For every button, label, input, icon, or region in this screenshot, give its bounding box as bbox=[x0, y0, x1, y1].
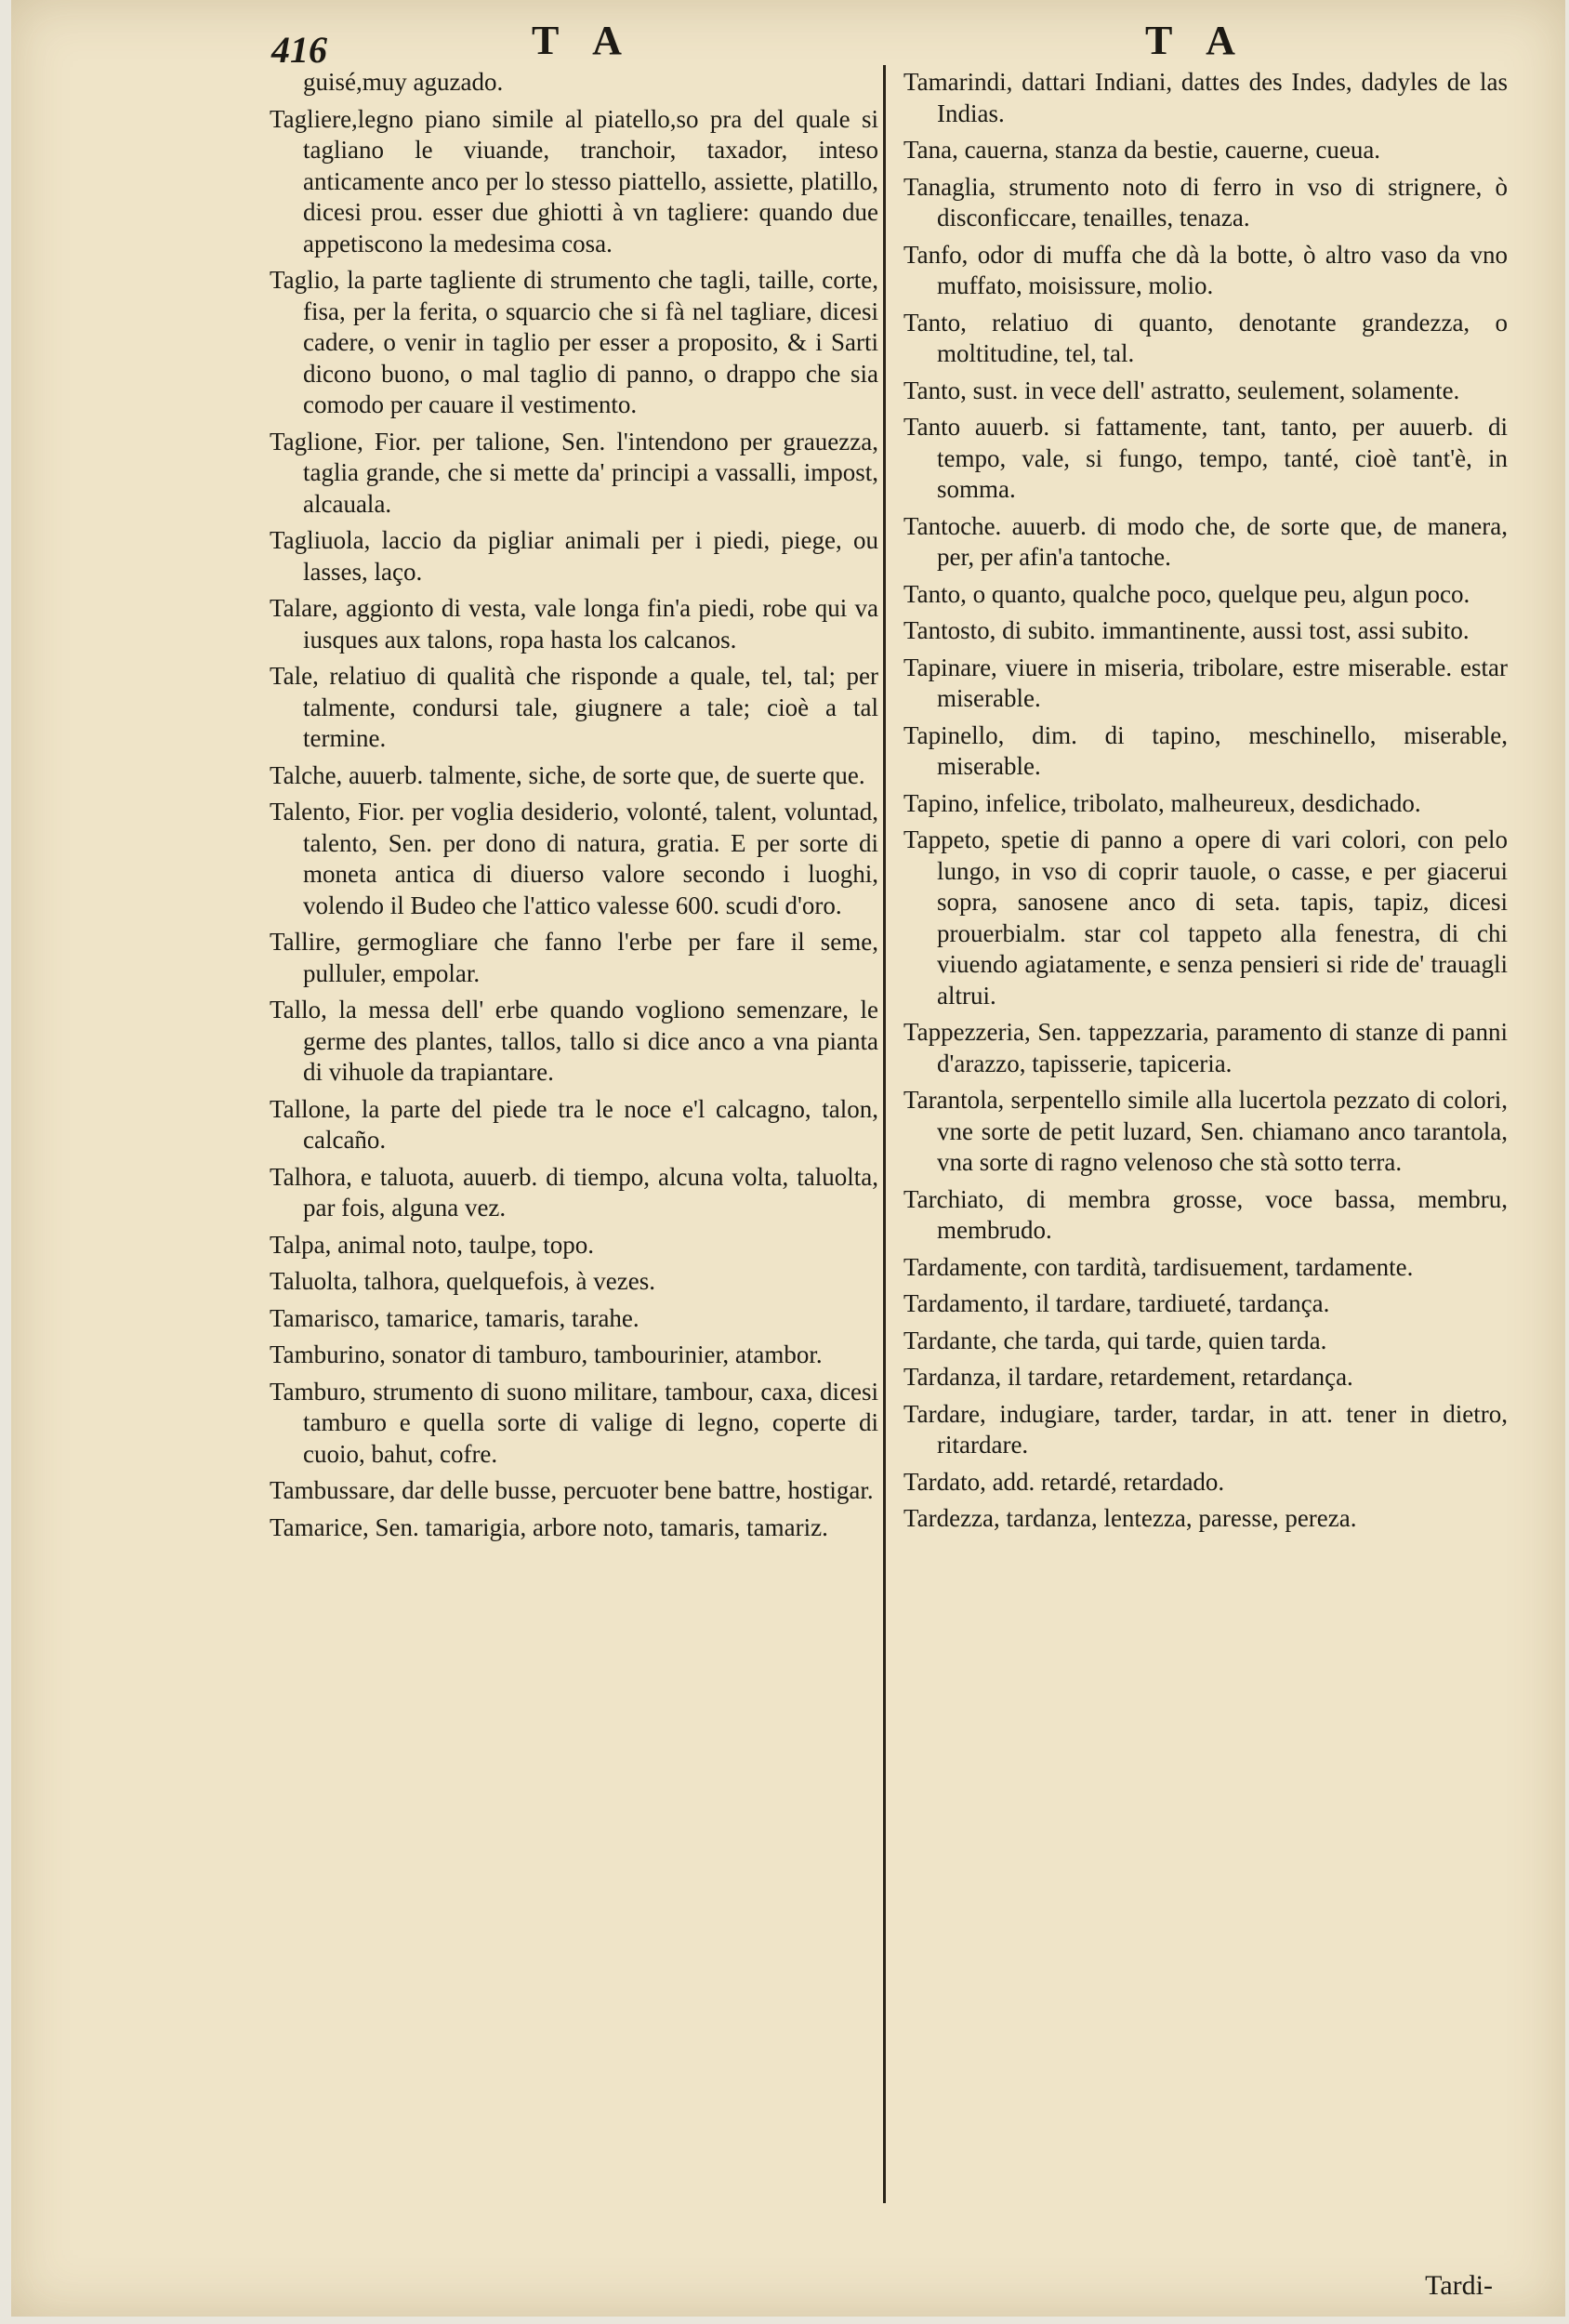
dictionary-entry: Tanto, sust. in vece dell' astratto, seulement, solamente. bbox=[903, 376, 1460, 404]
dictionary-entry: Tallone, la parte del piede tra le noce e'l calcagno, talon, calcaño. bbox=[270, 1094, 878, 1154]
dictionary-entry: Tanaglia, strumento noto di ferro in vso di strignere, ò disconficcare, tenailles, tenaza. bbox=[903, 172, 1508, 231]
dictionary-entry: Tarantola, serpentello simile alla lucertola pezzato di colori, vne sorte de petit luzard, Sen. chiamano anco tarantola, vna sorte di ragno velenoso che stà sotto terra. bbox=[903, 1086, 1508, 1176]
dictionary-entry: Tambussare, dar delle busse, percuoter bene battre, hostigar. bbox=[270, 1476, 874, 1504]
dictionary-entry: Taglione, Fior. per talione, Sen. l'intendono per grauezza, taglia grande, che si mette da' principi a vassalli, impost, alcauala. bbox=[270, 427, 878, 518]
dictionary-entry: Tana, cauerna, stanza da bestie, cauerne, cueua. bbox=[903, 136, 1381, 164]
dictionary-entry: Tallo, la messa dell' erbe quando vogliono semenzare, le germe des plantes, tallos, tallo si dice anco a vna pianta di vihuole da trapiantare. bbox=[270, 996, 878, 1086]
dictionary-entry: Tamburo, strumento di suono militare, tambour, caxa, dicesi tamburo e quella sorte di valige di legno, coperte di cuoio, bahut, cofre. bbox=[270, 1377, 878, 1468]
right-running-head: T A bbox=[1145, 18, 1248, 63]
dictionary-entry: Tantoche. auuerb. di modo che, de sorte que, de manera, per, per afin'a tantoche. bbox=[903, 511, 1508, 571]
dictionary-entry: Taluolta, talhora, quelquefois, à vezes. bbox=[270, 1267, 655, 1295]
dictionary-entry: Tapino, infelice, tribolato, malheureux, desdichado. bbox=[903, 788, 1421, 817]
dictionary-entry: Tamarice, Sen. tamarigia, arbore noto, tamaris, tamariz. bbox=[270, 1512, 828, 1541]
dictionary-entry: Tardante, che tarda, qui tarde, quien tarda. bbox=[903, 1326, 1327, 1354]
dictionary-entry: Tallire, germogliare che fanno l'erbe per fare il seme, pulluler, empolar. bbox=[270, 928, 878, 987]
dictionary-entry: Taglio, la parte tagliente di strumento che tagli, taille, corte, fisa, per la ferita, o squarcio che si fà nel tagliare, dicesi cadere, o venir in taglio per esser a proposito, & i Sarti dicono buono, o mal taglio di panno, o drappo che sia comodo per cauare il vestimento. bbox=[270, 266, 878, 418]
dictionary-entry: Tardare, indugiare, tarder, tardar, in att. tener in dietro, ritardare. bbox=[903, 1399, 1508, 1459]
dictionary-entry: Tamarindi, dattari Indiani, dattes des Indes, dadyles de las Indias. bbox=[903, 68, 1508, 127]
dictionary-entry: Tarchiato, di membra grosse, voce bassa, membru, membrudo. bbox=[903, 1184, 1508, 1244]
column-divider bbox=[883, 65, 886, 2203]
dictionary-entry: Talare, aggionto di vesta, vale longa fin'a piedi, robe qui va iusques aux talons, ropa hasta los calcanos. bbox=[270, 594, 878, 654]
dictionary-entry: Tagliuola, laccio da pigliar animali per i piedi, piege, ou lasses, laço. bbox=[270, 526, 878, 586]
dictionary-entry: Tardanza, il tardare, retardement, retardança. bbox=[903, 1363, 1353, 1391]
dictionary-entry: Tamarisco, tamarice, tamaris, tarahe. bbox=[270, 1303, 639, 1332]
page-number: 416 bbox=[271, 29, 327, 71]
right-column bbox=[903, 67, 1508, 1540]
dictionary-page bbox=[11, 0, 1565, 2317]
dictionary-entry: Tappezzeria, Sen. tappezzaria, paramento di stanze di panni d'arazzo, tapisserie, tapiceria. bbox=[903, 1018, 1508, 1077]
dictionary-entry: Talpa, animal noto, taulpe, topo. bbox=[270, 1230, 595, 1259]
dictionary-entry: Tardato, add. retardé, retardado. bbox=[903, 1467, 1225, 1496]
dictionary-entry: Tardezza, tardanza, lentezza, paresse, pereza. bbox=[903, 1504, 1357, 1532]
dictionary-entry: Tanto auuerb. si fattamente, tant, tanto, per auuerb. di tempo, vale, si fungo, tempo, tanté, cioè tant'è, in somma. bbox=[903, 413, 1508, 503]
catchword: Tardi- bbox=[1425, 2270, 1493, 2301]
dictionary-entry: Tagliere,legno piano simile al piatello,so pra del quale si tagliano le viuande, tranchoir, taxador, inteso anticamente anco per lo stesso piattello, assiette, platillo, dicesi prou. esser due ghiotti à vn tagliere: quando due appetiscono la medesima cosa. bbox=[270, 104, 878, 257]
dictionary-entry: Tapinare, viuere in miseria, tribolare, estre miserable. estar miserable. bbox=[903, 653, 1508, 712]
dictionary-entry: Tale, relatiuo di qualità che risponde a quale, tel, tal; per talmente, condursi tale, giugnere a tale; cioè a tal termine. bbox=[270, 662, 878, 752]
dictionary-entry: Tardamento, il tardare, tardiueté, tardança. bbox=[903, 1289, 1330, 1317]
dictionary-entry: Tapinello, dim. di tapino, meschinello, miserable, miserable. bbox=[903, 720, 1508, 780]
left-column bbox=[270, 67, 878, 1549]
dictionary-entry: guisé,muy aguzado. bbox=[303, 68, 504, 96]
dictionary-entry: Tantosto, di subito. immantinente, aussi tost, assi subito. bbox=[903, 616, 1470, 644]
dictionary-entry: Tardamente, con tardità, tardisuement, tardamente. bbox=[903, 1252, 1414, 1281]
dictionary-entry: Tappeto, spetie di panno a opere di vari colori, con pelo lungo, in vso di coprir tauole, o casse, e per giacerui sopra, sanosene anco di seta. tapis, tapiz, dicesi prouerbialm. star col tappeto alla fenestra, di chi viuendo agiatamente, e senza pensieri si ride de' trauagli altrui. bbox=[903, 825, 1508, 1010]
left-running-head: T A bbox=[532, 18, 635, 63]
dictionary-entry: Tanto, o quanto, qualche poco, quelque peu, algun poco. bbox=[903, 579, 1470, 608]
dictionary-entry: Tanto, relatiuo di quanto, denotante grandezza, o moltitudine, tel, tal. bbox=[903, 308, 1508, 367]
dictionary-entry: Tamburino, sonator di tamburo, tambourinier, atambor. bbox=[270, 1340, 823, 1368]
dictionary-entry: Tanfo, odor di muffa che dà la botte, ò altro vaso da vno muffato, moisissure, molio. bbox=[903, 240, 1508, 299]
dictionary-entry: Talche, auuerb. talmente, siche, de sorte que, de suerte que. bbox=[270, 760, 865, 789]
dictionary-entry: Talhora, e taluota, auuerb. di tiempo, alcuna volta, taluolta, par fois, alguna vez. bbox=[270, 1162, 878, 1221]
dictionary-entry: Talento, Fior. per voglia desiderio, volonté, talent, voluntad, talento, Sen. per dono di natura, gratia. E per sorte di moneta antica di diuerso valore secondo i luoghi, volendo il Budeo che l'attico valesse 600. scudi d'oro. bbox=[270, 798, 878, 919]
